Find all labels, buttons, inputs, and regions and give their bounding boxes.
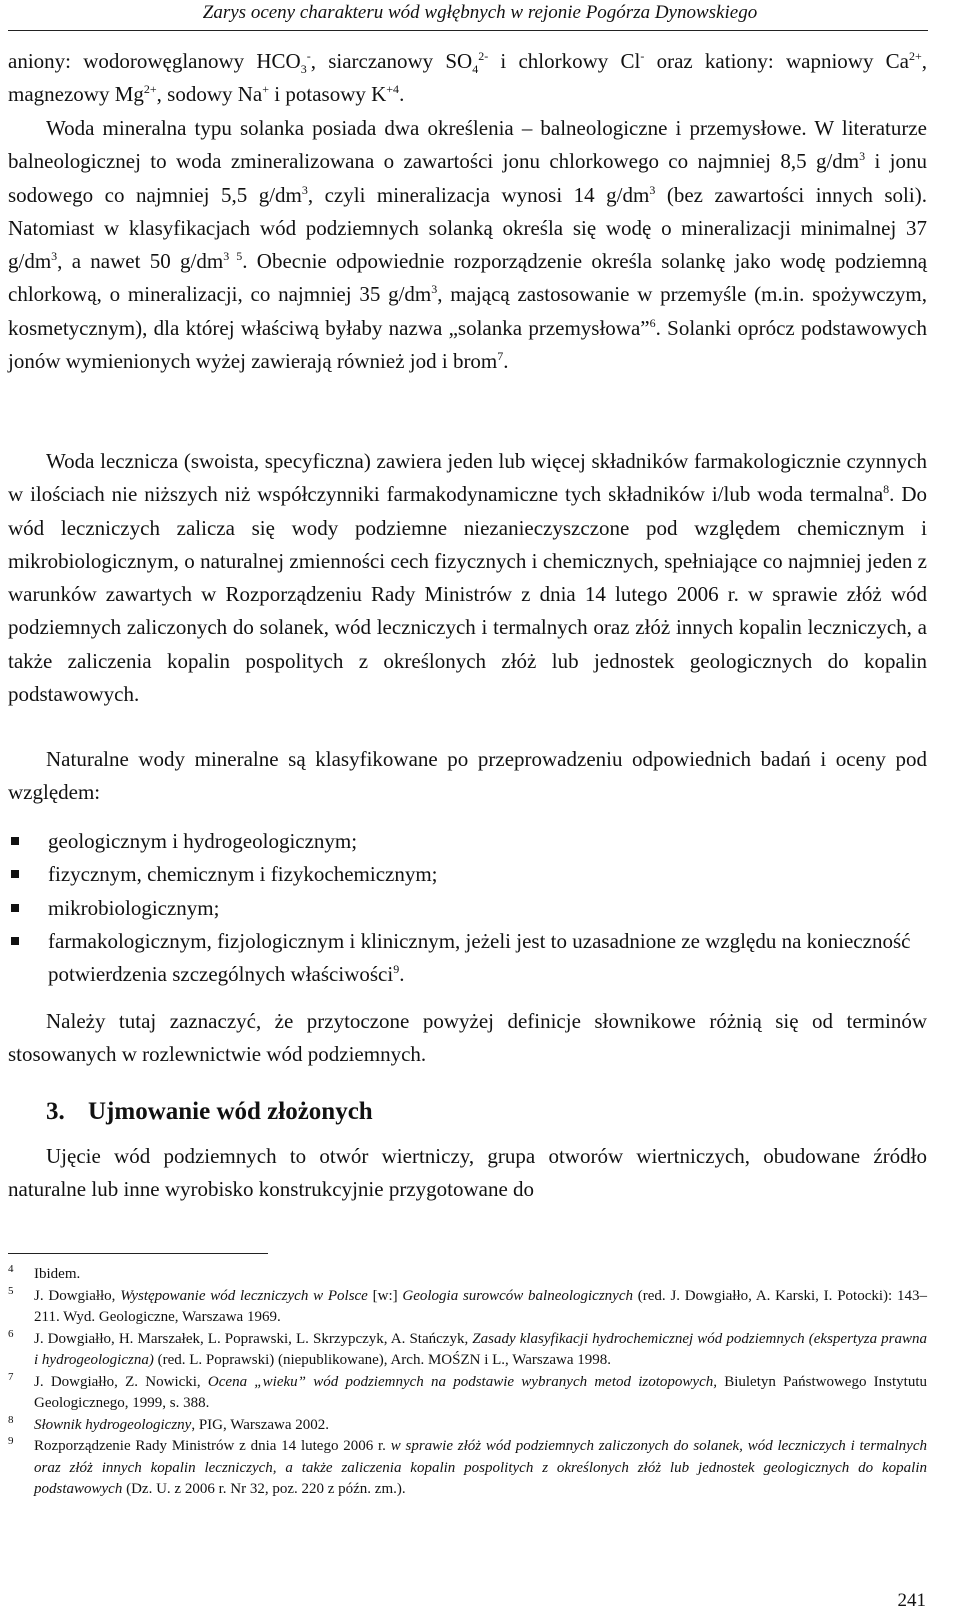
criteria-list <box>8 825 927 991</box>
list-item: fizycznym, chemicznym i fizykochemicznym; <box>8 858 927 891</box>
paragraph-solanka: Woda mineralna typu solanka posiada dwa określenia – balneologiczne i przemysłowe. W literaturze balneologicznej to woda zmineralizowana o zawartości jonu chlorkowego co najmniej 8,5 $g/dm^3$ i jonu sodowego co najmniej 5,5 $g/dm^3$, czyli mineralizacja wynosi 14 $g/dm^3$ (bez zawartości innych soli). Natomiast w klasyfikacjach wód podziemnych solanką określa się wodę o mineralizacji minimalnej 37 $g/dm^3$, a nawet 50 $g/dm^{3 5}$. Obecnie odpowiednie rozporządzenie określa solankę jako wodę podziemną chlorkową, o mineralizacji, co najmniej 35 $g/dm^3$, mającą zastosowanie w przemyśle (m.in. spożywczym, kosmetycznym), dla której właściwą byłaby nazwa „solanka przemysłowa”$^6$. Solanki oprócz podstawowych jonów wymienionych wyżej zawierają również jod i brom$^7$. <box>8 116 928 374</box>
footnote-6: 6 J. Dowgiałło, H. Marszałek, L. Poprawski, L. Skrzypczyk, A. Stańczyk, Zasady klasyfikacji hydrochemicznej wód podziemnych (ekspertyza prawna i hydrogeologiczna) (red. L. Poprawski) (niepublikowane), Arch. MOŚZN i L., Warszawa 1998. <box>8 1327 927 1368</box>
footnote-9: 9 Rozporządzenie Rady Ministrów z dnia 14 lutego 2006 r. w sprawie złóż wód podziemnych zaliczonych do solanek, wód leczniczych i termalnych oraz złóż innych kopalin leczniczych, a także zaliczenia kopalin pospolitych z określonych złóż lub jednostek geologicznych do kopalin podstawowych (Dz. U. z 2006 r. Nr 32, poz. 220 z późn. zm.). <box>8 1435 927 1497</box>
footnote-rule <box>8 1253 268 1254</box>
running-head: Zarys oceny charakteru wód wgłębnych w rejonie Pogórza Dynowskiego <box>202 2 758 23</box>
footnote-5: 5 J. Dowgiałło, Występowanie wód leczniczych w Polsce [w:] Geologia surowców balneologicznych (red. J. Dowgiałło, A. Karski, I. Potocki): 143–211. Wyd. Geologiczne, Warszawa 1969. <box>8 1284 927 1325</box>
paragraph-ujecie: Ujęcie wód podziemnych to otwór wiertniczy, grupa otworów wiertniczych, obudowane źródło naturalne lub inne wyrobisko konstrukcyjnie przygotowane do <box>8 1144 927 1202</box>
paragraph-klasyfikacja: Naturalne wody mineralne są klasyfikowane po przeprowadzeniu odpowiednich badań i oceny pod względem: <box>8 747 927 805</box>
bullet-square-icon <box>11 904 19 912</box>
list-item: mikrobiologicznym; <box>8 892 927 925</box>
paragraph-uwaga: Należy tutaj zaznaczyć, że przytoczone powyżej definicje słownikowe różnią się od terminów stosowanych w rozlewnictwie wód podziemnych. <box>8 1009 927 1067</box>
bullet-square-icon <box>11 870 19 878</box>
bullet-square-icon <box>11 837 19 845</box>
list-item: geologicznym i hydrogeologicznym; <box>8 825 927 858</box>
footnotes <box>8 1264 927 1501</box>
section-heading <box>46 1098 373 1126</box>
paragraph-ions: aniony: wodorowęglanowy $HCO_3^-$, siarczanowy $SO_4^{2-}$ i chlorkowy Cl- oraz kationy: wapniowy $Ca^{2+}$, magnezowy $Mg^{2+}$, sodowy Na+ i potasowy $K^{+4}$. <box>8 49 928 107</box>
bullet-square-icon <box>11 937 19 945</box>
footnote-8: 8 Słownik hydrogeologiczny, PIG, Warszawa 2002. <box>8 1413 329 1433</box>
footnote-7: 7 J. Dowgiałło, Z. Nowicki, Ocena „wieku” wód podziemnych na podstawie wybranych metod izotopowych, Biuletyn Państwowego Instytutu Geologicznego, 1999, s. 388. <box>8 1370 928 1411</box>
paragraph-woda-lecznicza: Woda lecznicza (swoista, specyficzna) zawiera jeden lub więcej składników farmakologicznie czynnych w ilościach nie niższych niż współczynniki farmakodynamiczne tych składników i/lub woda termalna$^8$. Do wód leczniczych zalicza się wody podziemne niezanieczyszczone pod względem chemicznym i mikrobiologicznym, o naturalnej zmienności cech fizycznych i chemicznych, spełniające co najmniej jeden z warunków zawartych w Rozporządzeniu Rady Ministrów z dnia 14 lutego 2006 r. w sprawie złóż wód podziemnych zaliczonych do solanek, wód leczniczych i termalnych oraz złóż innych kopalin leczniczych, a także zaliczenia kopalin pospolitych z określonych złóż lub jednostek geologicznych do kopalin podstawowych. <box>8 449 927 707</box>
footnote-4: 4 Ibidem. <box>8 1263 81 1282</box>
section-title: Ujmowanie wód złożonych <box>88 1098 373 1125</box>
section-number: 3. <box>46 1098 65 1125</box>
header-rule <box>8 30 928 31</box>
list-item: farmakologicznym, fizjologicznym i klinicznym, jeżeli jest to uzasadnione ze względu na konieczność potwierdzenia szczególnych właściwości$^9$. <box>8 925 927 992</box>
page-number: 241 <box>897 1590 926 1611</box>
